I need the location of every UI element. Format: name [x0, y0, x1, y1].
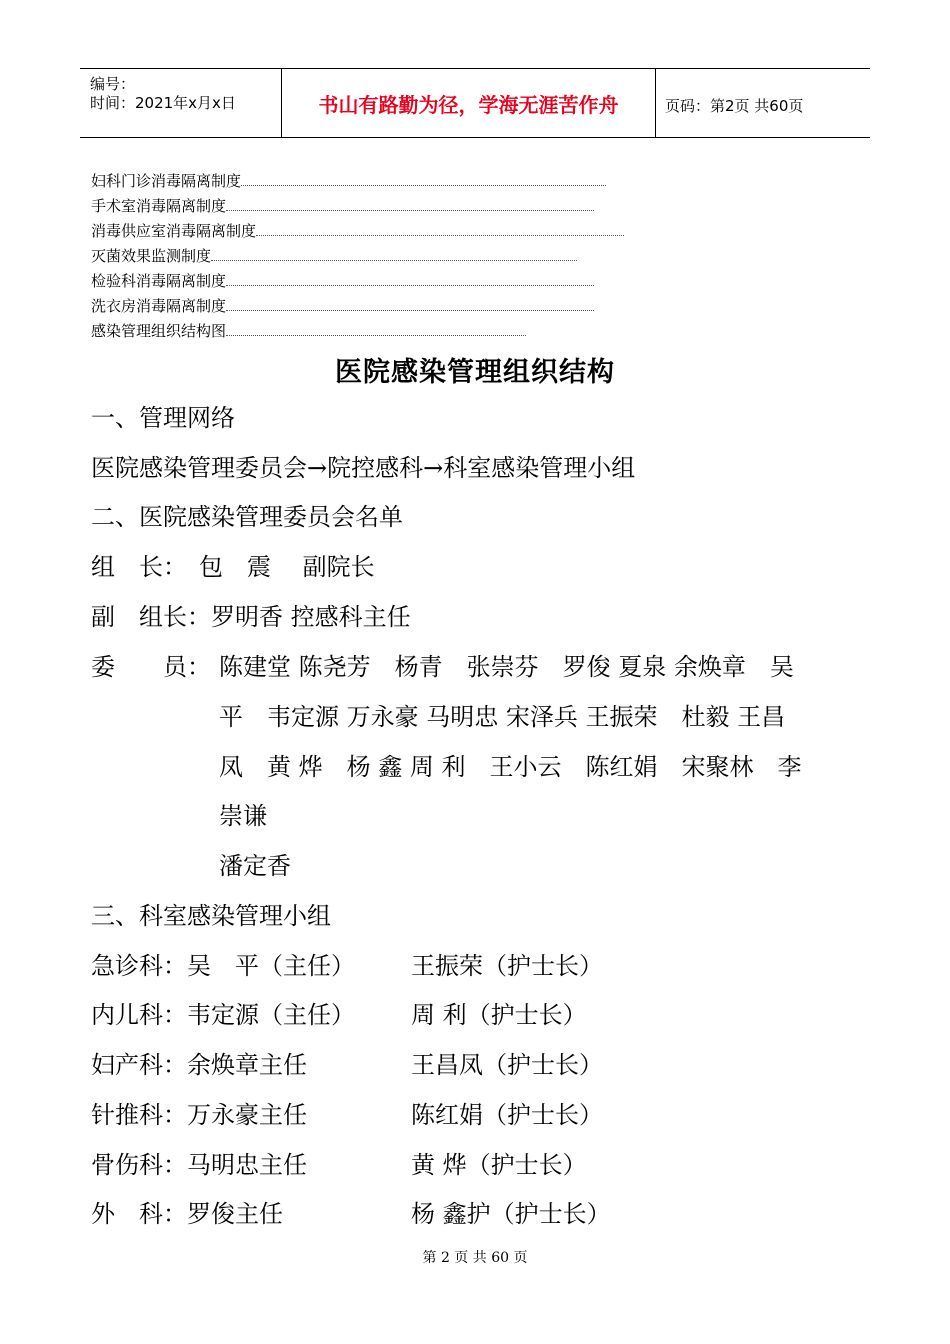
toc-item[interactable] [91, 170, 606, 192]
dept-head-nurse: 黄 烨（护士长） [411, 1151, 587, 1179]
toc-leader-dots [226, 320, 526, 336]
members-line: 潘定香 [219, 852, 291, 880]
members-label: 委 员： [91, 653, 211, 681]
header-middle-cell [281, 69, 656, 137]
dept-head-nurse: 王振荣（护士长） [411, 952, 603, 980]
dept-head-nurse: 陈红娟（护士长） [411, 1101, 603, 1129]
number-label: 编号： [90, 75, 136, 93]
toc-item-label: 妇科门诊消毒隔离制度 [91, 172, 242, 190]
page-label: 页码：第2页 共60页 [665, 97, 804, 115]
dept-director: 内儿科：韦定源（主任） [91, 1001, 355, 1029]
committee-deputy: 副 组长：罗明香 控感科主任 [91, 603, 411, 631]
toc-item[interactable] [91, 245, 577, 267]
section-heading: 一、管理网络 [91, 404, 235, 432]
toc-item[interactable] [91, 195, 594, 217]
header-right-cell [655, 69, 870, 137]
toc-leader-dots [226, 270, 594, 286]
members-line: 崇谦 [219, 802, 267, 830]
toc-item[interactable] [91, 220, 624, 242]
toc-leader-dots [226, 295, 594, 311]
toc-leader-dots [256, 220, 624, 236]
dept-director: 急诊科：吴 平（主任） [91, 952, 355, 980]
toc-leader-dots [211, 245, 577, 261]
network-line: 医院感染管理委员会→院控感科→科室感染管理小组 [91, 454, 636, 482]
members-line: 陈建堂 陈尧芳 杨青 张崇芬 罗俊 夏泉 余焕章 吴 [219, 653, 794, 681]
committee-leader: 组 长： 包 震 副院长 [91, 553, 375, 581]
dept-head-nurse: 王昌凤（护士长） [411, 1051, 603, 1079]
dept-director: 妇产科：余焕章主任 [91, 1051, 307, 1079]
dept-director: 外 科：罗俊主任 [91, 1200, 283, 1228]
toc-item[interactable] [91, 295, 594, 317]
header-left-cell [80, 69, 281, 137]
toc-item-label: 手术室消毒隔离制度 [91, 197, 227, 215]
toc-item-label: 灭菌效果监测制度 [91, 247, 212, 265]
dept-director: 骨伤科：马明忠主任 [91, 1151, 307, 1179]
time-label: 时间：2021年x月x日 [90, 94, 236, 112]
page-title: 医院感染管理组织结构 [335, 357, 615, 388]
members-line: 平 韦定源 万永豪 马明忠 宋泽兵 王振荣 杜毅 王昌 [219, 703, 786, 731]
toc-item-label: 洗衣房消毒隔离制度 [91, 297, 227, 315]
toc-item-label: 消毒供应室消毒隔离制度 [91, 222, 257, 240]
dept-head-nurse: 杨 鑫护（护士长） [411, 1200, 611, 1228]
section-heading: 二、医院感染管理委员会名单 [91, 503, 403, 531]
toc-leader-dots [241, 170, 606, 186]
toc-item-label: 感染管理组织结构图 [91, 322, 227, 340]
toc-item-label: 检验科消毒隔离制度 [91, 272, 227, 290]
section-heading: 三、科室感染管理小组 [91, 902, 331, 930]
document-header [80, 68, 870, 138]
dept-head-nurse: 周 利（护士长） [411, 1001, 587, 1029]
page-footer: 第 2 页 共 60 页 [422, 1250, 528, 1266]
header-motto: 书山有路勤为径，学海无涯苦作舟 [318, 93, 619, 117]
members-line: 凤 黄 烨 杨 鑫 周 利 王小云 陈红娟 宋聚林 李 [219, 753, 802, 781]
dept-director: 针推科：万永豪主任 [91, 1101, 307, 1129]
toc-item[interactable] [91, 270, 594, 292]
toc-item[interactable] [91, 320, 526, 342]
toc-leader-dots [226, 195, 594, 211]
